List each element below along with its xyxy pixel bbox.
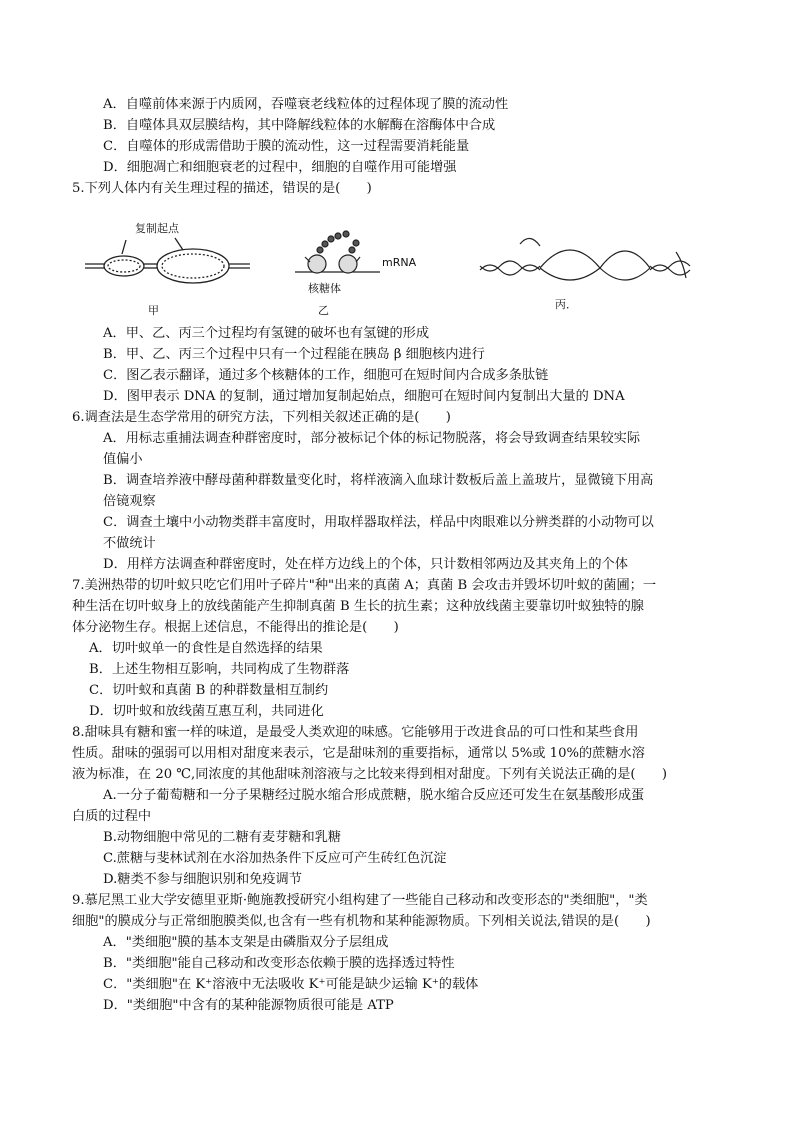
q6-option-b: B．调查培养液中酵母菌种群数量变化时，将样液滴入血球计数板后盖上盖玻片，显微镜下用高 (103, 473, 654, 488)
q5-stem: 5.下列人体内有关生理过程的描述，错误的是( ) (72, 181, 372, 196)
q8-option-a: A.一分子葡萄糖和一分子果糖经过脱水缩合形成蔗糖，脱水缩合反应还可发生在氨基酸形成蛋 (103, 788, 645, 803)
q5-option-a: A．甲、乙、丙三个过程均有氢键的破坏也有氢键的形成 (103, 326, 430, 341)
q4-option-a: A．自噬前体来源于内质网，吞噬衰老线粒体的过程体现了膜的流动性 (103, 97, 509, 112)
figure-bing-transcription (480, 238, 690, 280)
q7-stem-line3: 体分泌物生存。根据上述信息，不能得出的推论是( ) (72, 620, 399, 635)
figure-jia-replication (85, 238, 250, 283)
q8-option-c: C.蔗糖与斐林试剂在水浴加热条件下反应可产生砖红色沉淀 (103, 851, 447, 866)
q9-stem-line2: 细胞"的膜成分与正常细胞膜类似,也含有一些有机物和某种能源物质。下列相关说法,错误的是( ) (72, 914, 651, 929)
q9-option-b: B．"类细胞"能自己移动和改变形态依赖于膜的选择透过特性 (103, 956, 455, 971)
q4-option-b: B．自噬体具双层膜结构，其中降解线粒体的水解酶在溶酶体中合成 (103, 118, 496, 133)
q7-stem-line2: 种生活在切叶蚁身上的放线菌能产生抑制真菌 B 生长的抗生素；这种放线菌主要靠切叶蚁独特的腺 (72, 599, 644, 614)
label-replication-origin: 复制起点 (135, 222, 179, 235)
label-jia: 甲 (148, 304, 159, 317)
figure-yi-translation (295, 231, 380, 273)
q9-option-d: D．"类细胞"中含有的某种能源物质很可能是 ATP (103, 998, 394, 1013)
q4-option-d: D．细胞凋亡和细胞衰老的过程中，细胞的自噬作用可能增强 (103, 160, 457, 175)
q8-stem-line1: 8.甜味具有糖和蜜一样的味道，是最受人类欢迎的味感。它能够用于改进食品的可口性和某些食用 (72, 725, 639, 740)
q7-option-b: B．上述生物相互影响，共同构成了生物群落 (89, 662, 350, 677)
q8-option-d: D.糖类不参与细胞识别和免疫调节 (103, 872, 302, 887)
q5-option-c: C．图乙表示翻译，通过多个核糖体的工作，细胞可在短时间内合成多条肽链 (103, 368, 549, 383)
q9-stem-line1: 9.慕尼黑工业大学安德里亚斯·鲍施教授研究小组构建了一些能自己移动和改变形态的"类细胞"，"类 (72, 893, 648, 908)
q7-option-d: D．切叶蚁和放线菌互惠互利，共同进化 (89, 704, 324, 719)
q6-option-d: D．用样方法调查种群密度时，处在样方边线上的个体，只计数相邻两边及其夹角上的个体 (103, 557, 628, 572)
q7-option-c: C．切叶蚁和真菌 B 的种群数量相互制约 (89, 683, 329, 698)
q7-option-a: A．切叶蚁单一的食性是自然选择的结果 (89, 641, 323, 656)
q9-option-a: A．"类细胞"膜的基本支架是由磷脂双分子层组成 (103, 935, 389, 950)
q6-option-b-cont: 倍镜观察 (103, 494, 156, 509)
q5-option-d: D．图甲表示 DNA 的复制，通过增加复制起始点，细胞可在短时间内复制出大量的 DNA (103, 389, 625, 404)
q5-option-b: B．甲、乙、丙三个过程中只有一个过程能在胰岛 β 细胞核内进行 (103, 347, 485, 362)
label-bing: 丙． (555, 298, 577, 311)
q6-stem: 6.调查法是生态学常用的研究方法，下列相关叙述正确的是( ) (72, 410, 451, 425)
q6-option-c-cont: 不做统计 (103, 536, 156, 551)
q4-option-c: C．自噬体的形成需借助于膜的流动性，这一过程需要消耗能量 (103, 139, 470, 154)
label-yi: 乙 (318, 304, 329, 317)
label-mrna: mRNA (382, 256, 417, 269)
q8-stem-line2: 性质。甜味的强弱可以用相对甜度来表示，它是甜味剂的重要指标，通常以 5%或 10%的蔗糖水溶 (72, 746, 645, 761)
q6-option-a-cont: 值偏小 (103, 452, 143, 467)
q5-figure (80, 222, 700, 322)
label-ribosome: 核糖体 (308, 282, 341, 295)
q8-option-b: B.动物细胞中常见的二糖有麦芽糖和乳糖 (103, 830, 342, 845)
q8-stem-line3: 液为标准，在 20 ℃,同浓度的其他甜味剂溶液与之比较来得到相对甜度。下列有关说法正确的是( ) (72, 767, 668, 782)
replication-translation-transcription-diagram (80, 222, 700, 322)
q8-option-a-cont: 白质的过程中 (72, 809, 152, 824)
q6-option-a: A．用标志重捕法调查种群密度时，部分被标记个体的标记物脱落，将会导致调查结果较实际 (103, 431, 641, 446)
q7-stem-line1: 7.美洲热带的切叶蚁只吃它们用叶子碎片"种"出来的真菌 A；真菌 B 会攻击并毁坏切叶蚁的菌圃；一 (72, 578, 657, 593)
q6-option-c: C．调查土壤中小动物类群丰富度时，用取样器取样法，样品中肉眼难以分辨类群的小动物可以 (103, 515, 654, 530)
q9-option-c: C．"类细胞"在 K⁺溶液中无法吸收 K⁺可能是缺少运输 K⁺的载体 (103, 977, 479, 992)
